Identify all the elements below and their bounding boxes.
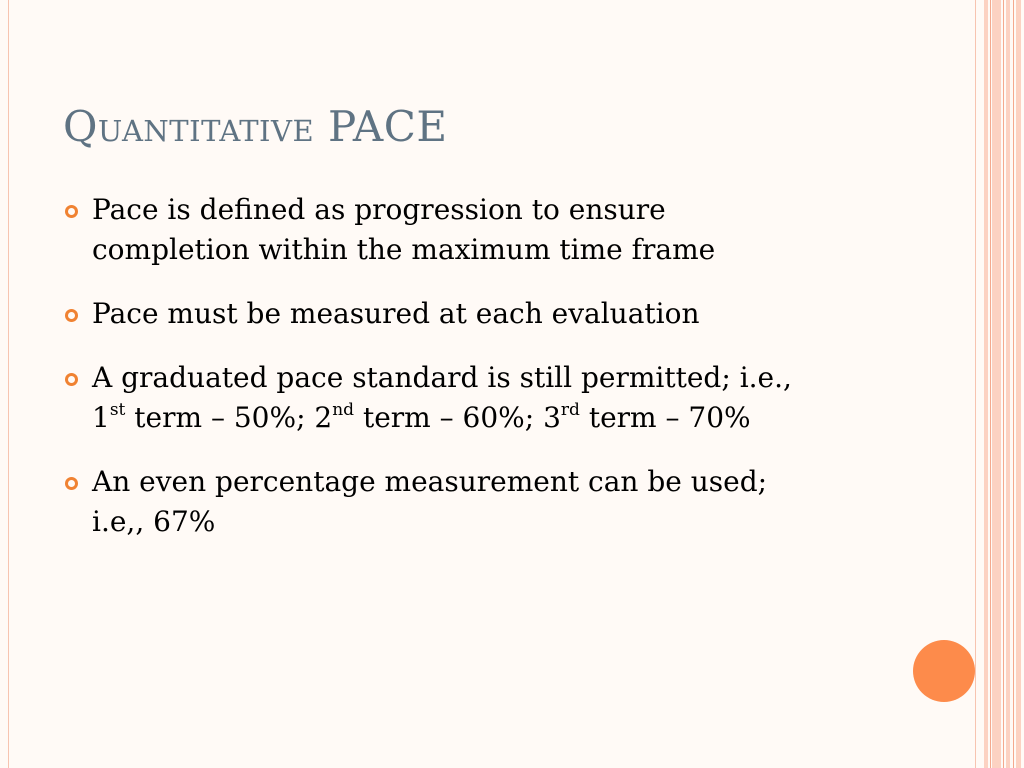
decorative-stripe [1016, 0, 1021, 768]
bullet-item-pace-definition [62, 190, 882, 270]
term-text: term – 50%; 2 [125, 401, 333, 434]
slide-title: Quantitative PACE [63, 102, 448, 151]
bullet-text-line: i.e,, 67% [92, 505, 216, 538]
decorative-stripe-line [990, 0, 991, 768]
decorative-stripe [984, 0, 988, 768]
bullet-text-line: completion within the maximum time frame [92, 233, 716, 266]
decorative-stripe-line [1013, 0, 1014, 768]
term-number: 1 [92, 401, 110, 434]
bullet-text-line: Pace must be measured at each evaluation [92, 297, 700, 330]
decorative-stripe-line [1003, 0, 1004, 768]
orange-circle-icon [913, 640, 975, 702]
hollow-circle-bullet-icon [65, 373, 78, 386]
hollow-circle-bullet-icon [65, 205, 78, 218]
bullet-list [62, 190, 882, 566]
hollow-circle-bullet-icon [65, 309, 78, 322]
ordinal-suffix: nd [332, 400, 355, 420]
ordinal-suffix: rd [560, 400, 580, 420]
bullet-item-even-percentage [62, 462, 882, 542]
decorative-stripe [992, 0, 1001, 768]
bullet-text-line: An even percentage measurement can be used; [92, 465, 768, 498]
bullet-item-graduated-pace [62, 358, 882, 438]
hollow-circle-bullet-icon [65, 477, 78, 490]
decorative-stripe [1006, 0, 1010, 768]
term-text: term – 70% [579, 401, 751, 434]
bullet-text-line: Pace is defined as progression to ensure [92, 193, 666, 226]
bullet-text-line-terms [92, 398, 882, 438]
ordinal-suffix: st [109, 400, 126, 420]
term-text: term – 60%; 3 [354, 401, 561, 434]
bullet-text-line: A graduated pace standard is still permitted; i.e., [92, 361, 792, 394]
bullet-item-pace-measured [62, 294, 882, 334]
